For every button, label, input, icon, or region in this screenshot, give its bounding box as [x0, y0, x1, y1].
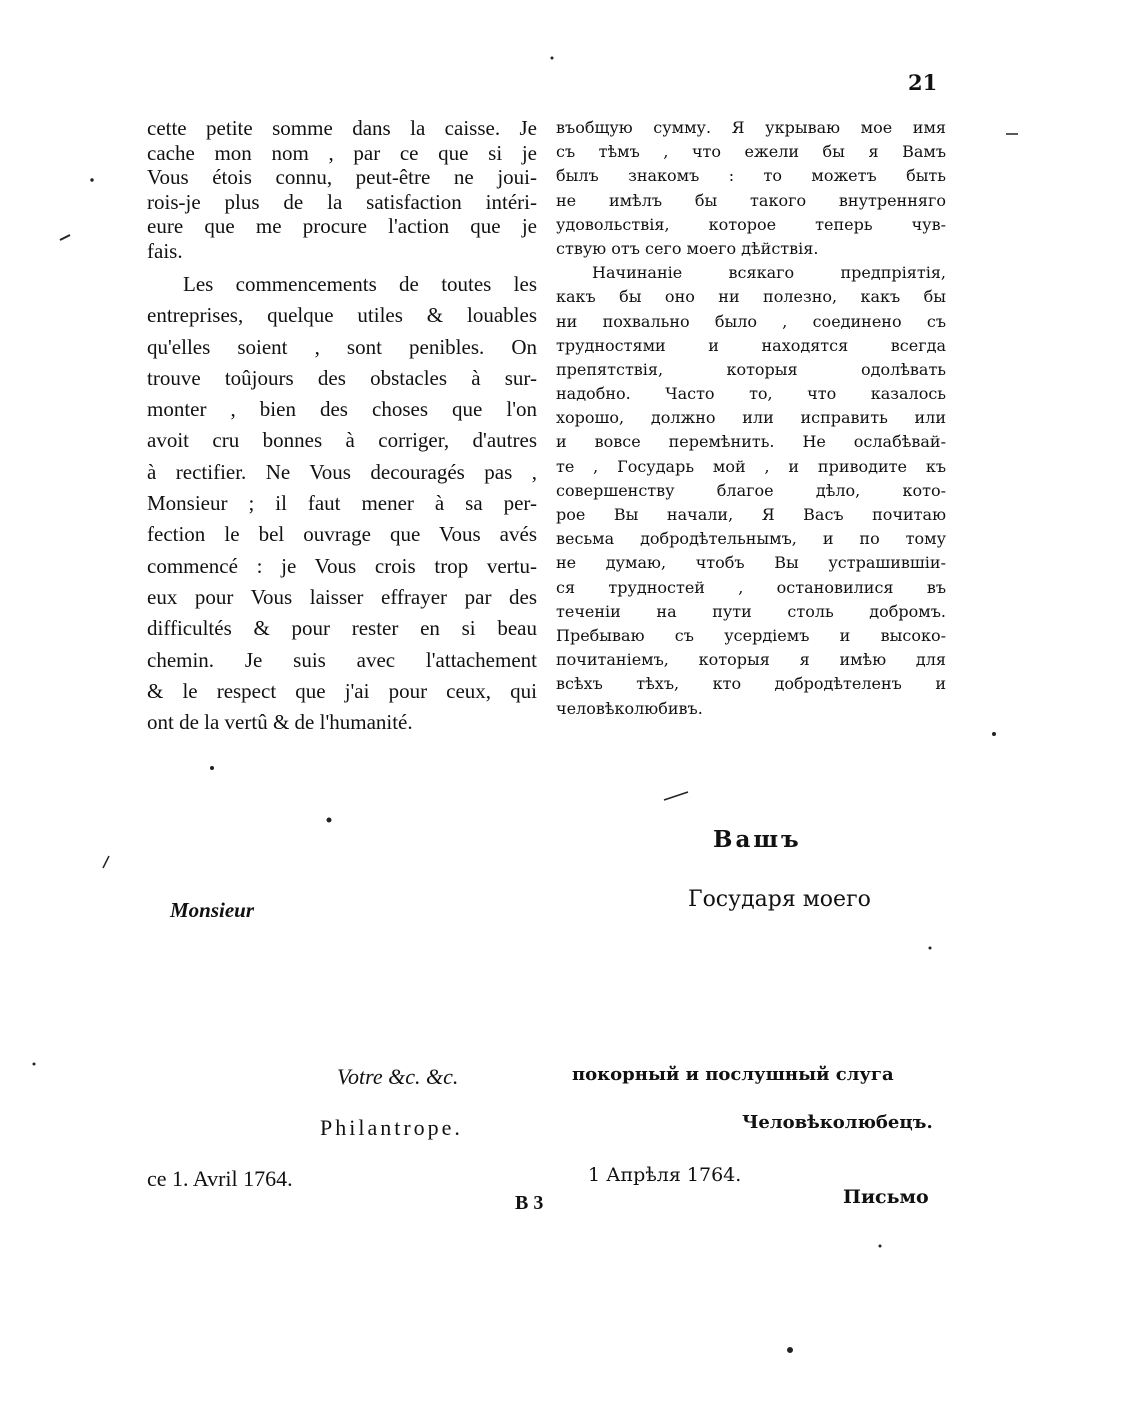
text-line: Пребываю съ усердіемъ и высоко- [556, 625, 946, 645]
text-line: à rectifier. Ne Vous decouragés pas , [147, 459, 537, 484]
printer-signature-mark: B 3 [515, 1192, 544, 1214]
text-line: почитаніемъ, которыя я имѣю для [556, 650, 946, 670]
text-line: Les commencements de toutes les [183, 272, 537, 296]
text-line: не имѣлъ бы такого внутренняго [556, 190, 946, 210]
text-line: ся трудностей , остановилися въ [556, 577, 946, 597]
text-line: не думаю, чтобъ Вы устрашившіи- [556, 553, 946, 573]
text-line: удовольствія, которое теперь чув- [556, 214, 946, 234]
signature-philantrope: Philantrope. [320, 1115, 463, 1140]
text-line: совершенству благое дѣло, кото- [556, 480, 946, 500]
text-line: & le respect que j'ai pour ceux, qui [147, 678, 537, 703]
text-line: chemin. Je suis avec l'attachement [147, 647, 537, 672]
text-line: трудностями и находятся всегда [556, 335, 946, 355]
text-line: trouve toûjours des obstacles à sur- [147, 365, 537, 390]
text-line: надобно. Часто то, что казалось [556, 384, 946, 404]
text-line: Vous étois connu, peut-être ne joui- [147, 165, 537, 189]
text-line: ствую отъ сего моего дѣйствія. [556, 238, 819, 258]
text-line: рое Вы начали, Я Васъ почитаю [556, 505, 946, 524]
closing-pokorny-sluga: покорный и послушный слуга [572, 1064, 894, 1085]
text-line: ни похвально было , соединено съ [556, 311, 946, 331]
closing-monsieur: Monsieur [170, 898, 255, 922]
text-line: Monsieur ; il faut mener à sa per- [147, 491, 537, 516]
text-line: какъ бы оно ни полезно, какъ бы [556, 287, 946, 307]
date-french: ce 1. Avril 1764. [147, 1166, 293, 1191]
closing-gosudarya-moego: Государя моего [688, 887, 871, 912]
date-russian: 1 Апрѣля 1764. [588, 1164, 742, 1186]
text-line: qu'elles soient , sont penibles. On [147, 334, 537, 359]
catchword: Письмо [843, 1186, 929, 1208]
text-line: съ тѣмъ , что ежели бы я Вамъ [556, 142, 946, 162]
closing-votre: Votre &c. &c. [337, 1064, 459, 1089]
text-line: теченіи на пути столь добромъ. [556, 601, 946, 621]
text-line: monter , bien des choses que l'on [147, 397, 537, 422]
text-line: ont de la vertû & de l'humanité. [147, 710, 413, 735]
text-line: въобщую сумму. Я укрываю мое имя [556, 118, 946, 137]
text-line: и вовсе перемѣнить. Не ослабѣвай- [556, 432, 946, 452]
text-line: препятствія, которыя одолѣвать [556, 359, 946, 379]
text-line: те , Государь мой , и приводите къ [556, 456, 946, 476]
text-line: былъ знакомъ : то можетъ быть [556, 166, 946, 186]
page-number: 21 [908, 70, 938, 95]
text-line: rois-je plus de la satisfaction intéri- [147, 189, 537, 214]
text-line: всѣхъ тѣхъ, кто добродѣтеленъ и [556, 674, 946, 694]
text-line: cette petite somme dans la caisse. Je [147, 116, 537, 140]
text-line: entreprises, quelque utiles & louables [147, 303, 537, 328]
text-line: весьма добродѣтельнымъ, и по тому [556, 529, 946, 549]
text-line: fais. [147, 238, 183, 263]
text-line: commencé : je Vous crois trop vertu- [147, 553, 537, 578]
text-line: человѣколюбивъ. [556, 698, 703, 718]
text-line: eux pour Vous laisser effrayer par des [147, 584, 537, 609]
text-line: avoit cru bonnes à corriger, d'autres [147, 428, 537, 453]
text-line: eure que me procure l'action que je [147, 214, 537, 238]
text-line: cache mon nom , par ce que si je [147, 140, 537, 165]
text-line: Начинаніе всякаго предпріятія, [592, 263, 946, 283]
signature-chelovekolyubets: Человѣколюбецъ. [742, 1112, 933, 1133]
text-line: difficultés & pour rester en si beau [147, 616, 537, 641]
closing-vash: Вашъ [713, 826, 802, 853]
text-line: хорошо, должно или исправить или [556, 408, 946, 428]
text-line: fection le bel ouvrage que Vous avés [147, 522, 537, 547]
